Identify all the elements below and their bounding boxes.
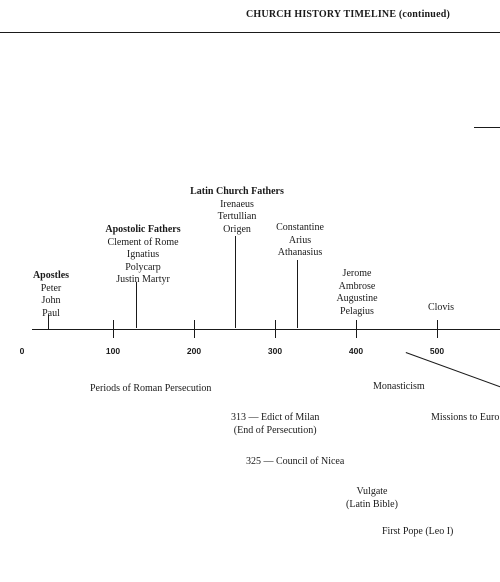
marker-latin-fathers (235, 236, 236, 328)
group-apostles-name: Paul (42, 307, 60, 319)
event-vulgate (346, 486, 398, 511)
event-edict-of-milan-line: 313 — Edict of Milan (231, 412, 320, 423)
event-vulgate-line: (Latin Bible) (346, 498, 398, 510)
event-edict-of-milan (231, 412, 319, 437)
group-apostolic-fathers (105, 224, 180, 287)
page-title: CHURCH HISTORY TIMELINE (continued) (246, 9, 450, 20)
group-jerome-name: Pelagius (340, 305, 374, 317)
group-latin-fathers-name: Origen (223, 223, 251, 235)
group-apostolic-fathers-heading: Apostolic Fathers (105, 224, 181, 235)
tick-label-0: 0 (19, 346, 25, 356)
tick-label-300: 300 (267, 346, 283, 356)
timeline-tick-200 (194, 320, 195, 338)
group-clovis-name: Clovis (427, 302, 455, 313)
upper-right-line (474, 127, 500, 128)
group-constantine-name: Arius (288, 234, 312, 246)
timeline-tick-400 (356, 320, 357, 338)
group-apostolic-fathers-name: Justin Martyr (116, 274, 170, 285)
tick-label-400: 400 (348, 346, 364, 356)
group-clovis (428, 302, 454, 315)
marker-apostolic-fathers (136, 282, 137, 328)
event-vulgate-line: Vulgate (356, 486, 388, 497)
group-constantine-name: Constantine (276, 222, 324, 233)
event-monasticism: Monasticism (373, 381, 425, 392)
tick-label-200: 200 (186, 346, 202, 356)
group-apostles-name: Peter (40, 282, 62, 294)
timeline-tick-300 (275, 320, 276, 338)
group-constantine-name: Athanasius (277, 247, 323, 258)
group-latin-fathers-heading: Latin Church Fathers (190, 186, 284, 197)
group-jerome-name: Jerome (342, 268, 372, 279)
group-apostles-heading: Apostles (32, 270, 70, 281)
header-rule (0, 32, 500, 33)
group-constantine (276, 222, 324, 260)
event-first-pope: First Pope (Leo I) (382, 526, 454, 537)
event-missions: Missions to Euro (431, 412, 500, 423)
group-latin-church-fathers (190, 186, 284, 236)
timeline-tick-500 (437, 320, 438, 338)
tick-label-500: 500 (429, 346, 445, 356)
marker-constantine (297, 260, 298, 328)
group-latin-fathers-name: Irenaeus (220, 198, 254, 210)
event-council-of-nicea: 325 — Council of Nicea (246, 456, 345, 467)
group-apostolic-fathers-name: Ignatius (126, 249, 160, 260)
tick-label-100: 100 (105, 346, 121, 356)
timeline-tick-100 (113, 320, 114, 338)
group-apostolic-fathers-name: Clement of Rome (107, 236, 179, 248)
event-edict-of-milan-line: (End of Persecution) (233, 424, 317, 436)
group-jerome-name: Augustine (336, 293, 378, 304)
group-apostolic-fathers-name: Polycarp (125, 261, 161, 273)
group-jerome (336, 268, 377, 318)
group-apostles (33, 270, 69, 320)
timeline-axis (32, 329, 500, 330)
group-jerome-name: Ambrose (338, 280, 376, 292)
event-roman-persecution: Periods of Roman Persecution (90, 383, 212, 394)
group-apostles-name: John (41, 295, 61, 306)
group-latin-fathers-name: Tertullian (217, 211, 257, 222)
